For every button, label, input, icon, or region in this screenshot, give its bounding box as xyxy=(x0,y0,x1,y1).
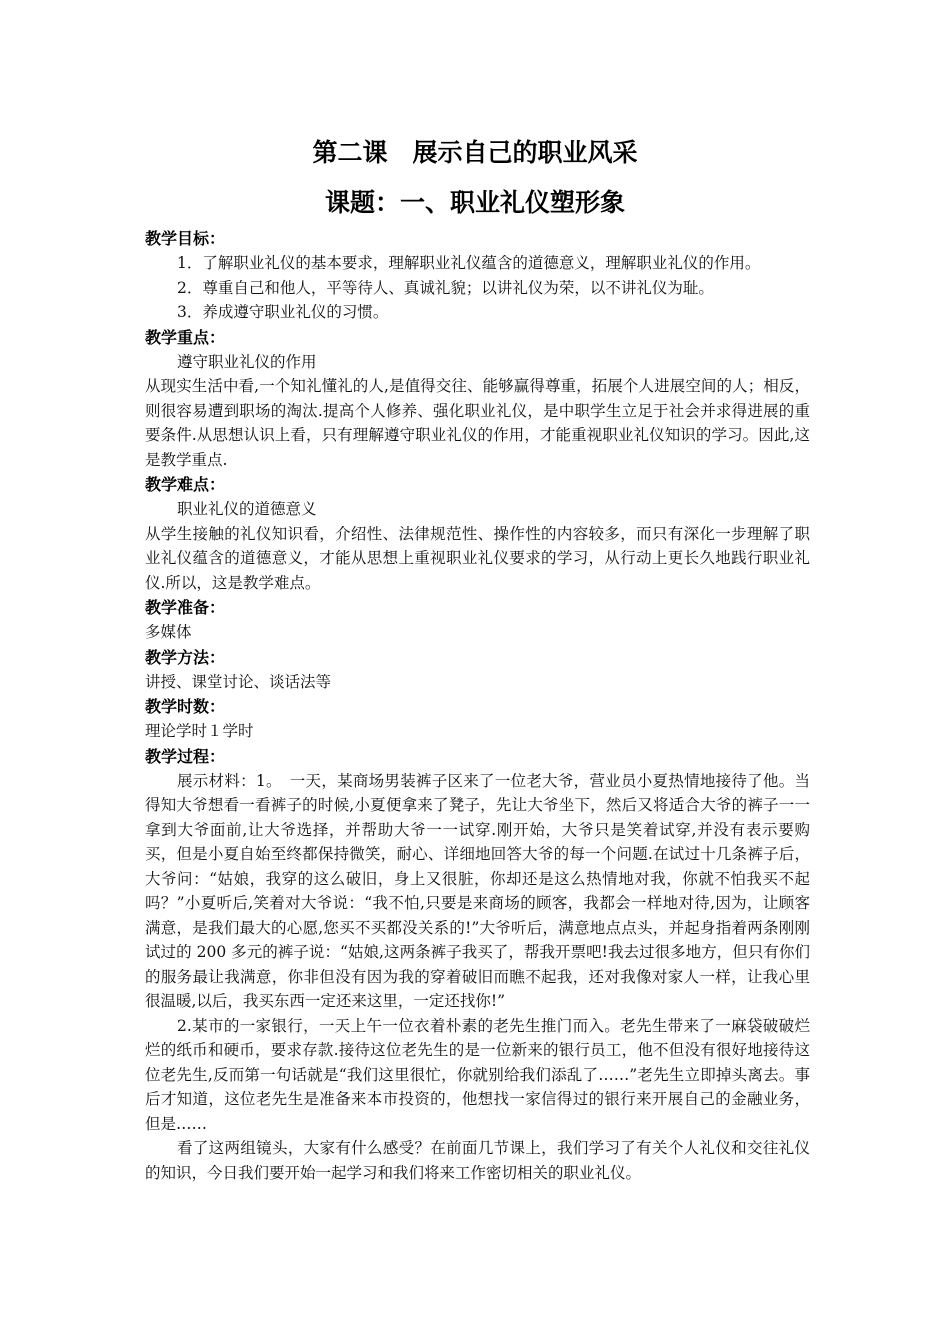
difficulty-heading: 教学难点： xyxy=(145,475,226,494)
method-text: 讲授、课堂讨论、谈话法等 xyxy=(145,672,332,691)
difficulty-topic: 职业礼仪的道德意义 xyxy=(177,500,317,518)
key-point-text: 从现实生活中看,一个知礼懂礼的人,是值得交往、能够赢得尊重，拓展个人进展空间的人；相反，则很容易遭到职场的淘汰.提高个人修养、强化职业礼仪，是中职学生立足于社会并求得进展的重要条件.从思想认识上看，只有理解遵守职业礼仪的作用，才能重视职业礼仪知识的学习。因此,这是教学重点. xyxy=(145,377,810,469)
lesson-subtitle: 课题：一、职业礼仪塑形象 xyxy=(324,188,625,217)
lesson-title: 第二课 展示自己的职业风采 xyxy=(312,138,638,167)
preparation-text: 多媒体 xyxy=(145,623,192,641)
key-point-topic: 遵守职业礼仪的作用 xyxy=(177,352,317,371)
objective-item: 3．养成遵守职业礼仪的习惯。 xyxy=(177,303,389,321)
method-heading: 教学方法： xyxy=(145,647,226,667)
objectives-heading: 教学目标： xyxy=(145,229,226,248)
process-paragraph: 展示材料：1。 一天，某商场男装裤子区来了一位老大爷，营业员小夏热情地接待了他。当得知大爷想看一看裤子的时候,小夏便拿来了凳子，先让大爷坐下，然后又将适合大爷的裤子一一拿到大爷面前,让大爷选择，并帮助大爷一一试穿.刚开始，大爷只是笑着试穿,并没有表示要购买，但是小夏自始至终都保持微笑，耐心、详细地回答大爷的每一个问题.在试过十几条裤子后，大爷问：“姑娘，我穿的这么破旧，身上又很脏，你却还是这么热情地对我，你就不怕我买不起吗？”小夏听后,笑着对大爷说：“我不怕,只要是来商场的顾客，我都会一样地对待,因为，让顾客满意，是我们最大的心愿,您买不买都没关系的!”大爷听后，满意地点点头，并起身指着两条刚刚试过的 200 多元的裤子说：“姑娘,这两条裤子我买了，帮我开票吧!我去过很多地方，但只有你们的服务最让我满意，你非但没有因为我的穿着破旧而瞧不起我，还对我像对家人一样，让我心里很温暖,以后，我买东西一定还来这里，一定还找你!” xyxy=(145,771,810,1010)
hours-heading: 教学时数： xyxy=(145,697,226,716)
process-paragraph: 看了这两组镜头，大家有什么感受？在前面几节课上，我们学习了有关个人礼仪和交往礼仪的知识，今日我们要开始一起学习和我们将来工作密切相关的职业礼仪。 xyxy=(145,1139,810,1182)
key-point-heading: 教学重点： xyxy=(145,327,226,347)
process-heading: 教学过程： xyxy=(145,746,226,766)
process-paragraph: 2.某市的一家银行，一天上午一位衣着朴素的老先生推门而入。老先生带来了一麻袋破破烂烂的纸币和硬币，要求存款.接待这位老先生的是一位新来的银行员工，他不但没有很好地接待这位老先生,反而第一句话就是“我们这里很忙，你就别给我们添乱了……”老先生立即掉头离去。事后才知道，这位老先生是准备来本市投资的，他想找一家信得过的银行来开展自己的金融业务，但是…… xyxy=(145,1016,810,1133)
document-body xyxy=(145,226,810,1185)
hours-text: 理论学时１学时 xyxy=(145,722,254,740)
objective-item: 1．了解职业礼仪的基本要求，理解职业礼仪蕴含的道德意义，理解职业礼仪的作用。 xyxy=(177,254,761,272)
difficulty-text: 从学生接触的礼仪知识看，介绍性、法律规范性、操作性的内容较多，而只有深化一步理解了职业礼仪蕴含的道德意义，才能从思想上重视职业礼仪要求的学习，从行动上更长久地践行职业礼仪.所以，这是教学难点。 xyxy=(145,524,810,592)
objective-item: 2．尊重自己和他人，平等待人、真诚礼貌；以讲礼仪为荣，以不讲礼仪为耻。 xyxy=(177,278,714,297)
preparation-heading: 教学准备： xyxy=(145,598,226,617)
